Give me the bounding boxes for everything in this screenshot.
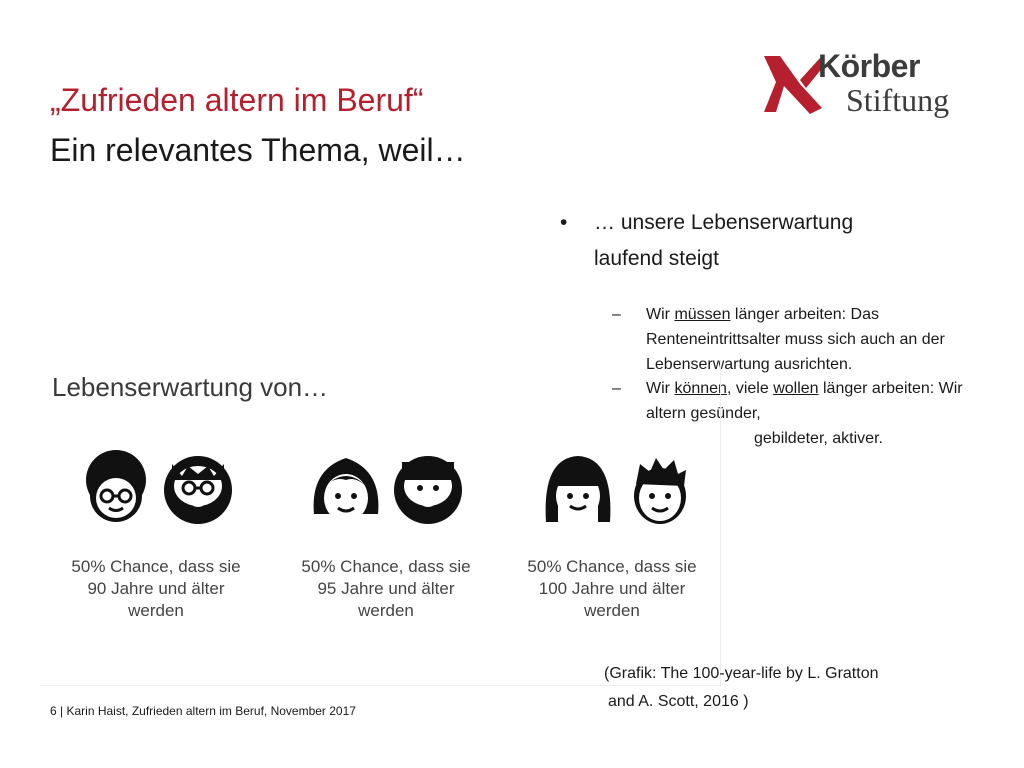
caption-group-2: 50% Chance, dass sie 95 Jahre und älter werden xyxy=(301,557,471,620)
sub-bullet-2-line-3: gebildeter, aktiver. xyxy=(754,430,883,447)
underlined-wollen: wollen xyxy=(773,380,819,397)
logo-word-stiftung: Stiftung xyxy=(846,82,950,118)
grandmother-glasses-icon xyxy=(76,450,156,530)
sub-bullet-dash: – xyxy=(612,380,621,397)
page-number: 6 xyxy=(50,704,57,718)
koerber-stiftung-logo xyxy=(760,48,980,128)
footer-text: | Karin Haist, Zufrieden altern im Beruf, November 2017 xyxy=(60,704,356,718)
caption-group-1: 50% Chance, dass sie 90 Jahre und älter werden xyxy=(71,557,241,620)
main-bullet-line-1: … unsere Lebenserwartung xyxy=(594,211,854,234)
graphic-source xyxy=(604,660,984,716)
source-line-1: (Grafik: The 100-year-life by L. Gratton xyxy=(604,665,879,682)
boy-icon xyxy=(620,450,700,530)
bullet-dot: • xyxy=(560,211,568,234)
logo-word-koerber: Körber xyxy=(818,48,920,84)
bearded-man-icon xyxy=(388,450,468,530)
slide-footer xyxy=(50,704,356,718)
caption-group-3: 50% Chance, dass sie 100 Jahre und älter werden xyxy=(527,557,697,620)
slide-subtitle: Ein relevantes Thema, weil… xyxy=(50,132,466,168)
koerber-x-mark-icon xyxy=(760,52,824,116)
underlined-koennen: können xyxy=(674,380,727,397)
main-bullet-line-2: laufend steigt xyxy=(594,247,719,270)
source-line-2: and A. Scott, 2016 ) xyxy=(608,693,749,710)
sub-bullet-dash: – xyxy=(612,306,621,323)
underlined-muessen: müssen xyxy=(674,306,731,323)
sub-bullet-1-text: Wir müssen länger arbeiten: Das Renteneintrittsalter muss sich auch an der Lebenserwartung ausrichten. xyxy=(646,306,945,373)
graphic-heading: Lebenserwartung von… xyxy=(52,372,329,402)
woman-icon xyxy=(306,450,386,530)
slide-title: „Zufrieden altern im Beruf“ xyxy=(50,82,424,118)
sub-bullet-2-text: Wir können, viele wollen länger arbeiten: Wir altern gesünder, gebildeter, aktiver. xyxy=(646,376,976,451)
life-expectancy-graphic xyxy=(40,360,721,686)
girl-icon xyxy=(538,450,618,530)
grandfather-beard-glasses-icon xyxy=(158,450,238,530)
